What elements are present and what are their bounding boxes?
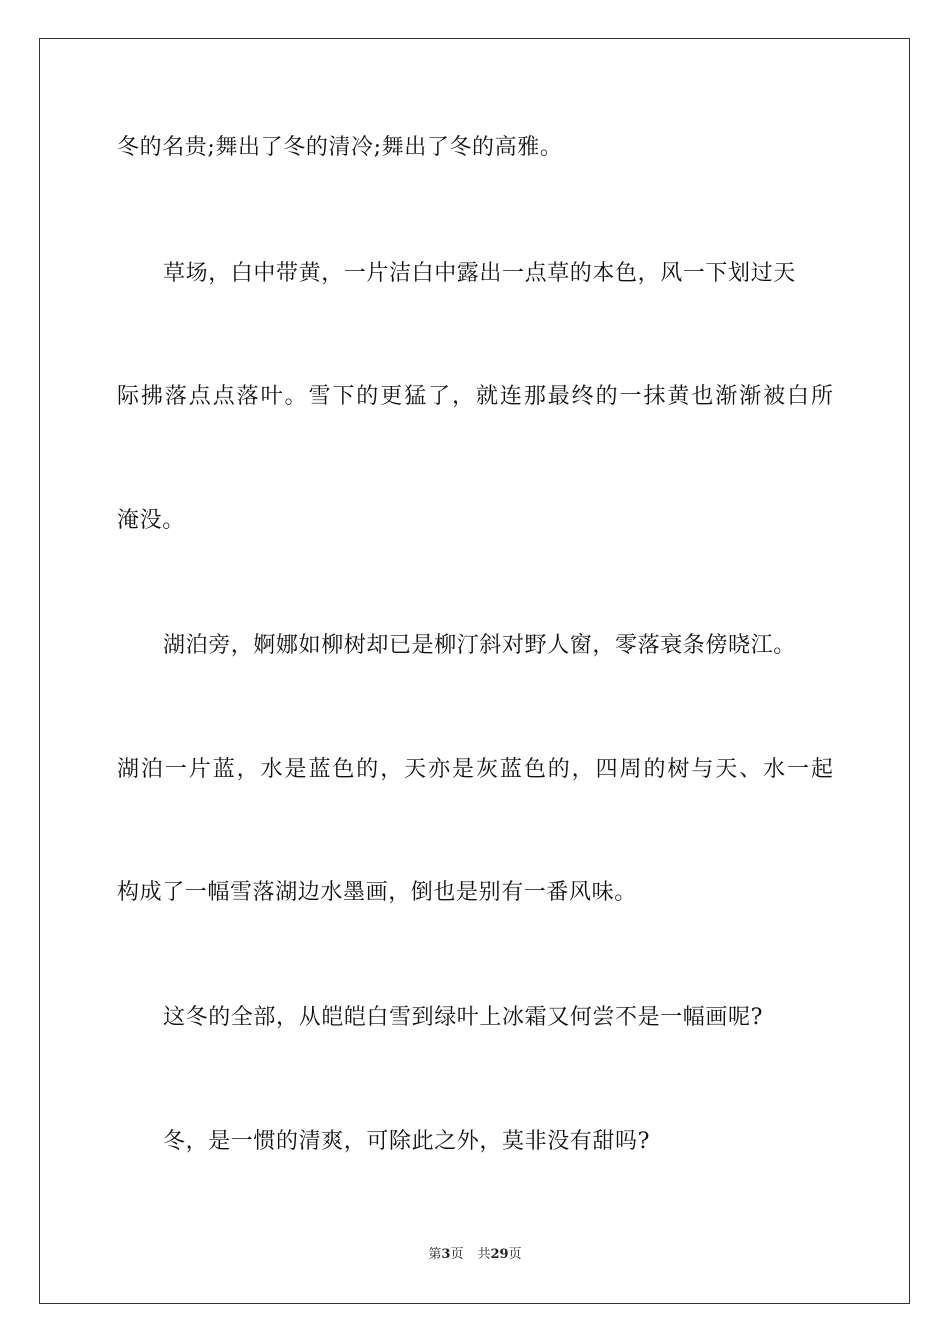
text-line-2: 草场，白中带黄，一片洁白中露出一点草的本色，风一下划过天 — [163, 261, 796, 286]
page-border — [39, 38, 910, 1304]
text-line-6: 湖泊一片蓝，水是蓝色的，天亦是灰蓝色的，四周的树与天、水一起 — [117, 757, 833, 782]
text-line-1: 冬的名贵;舞出了冬的清冷;舞出了冬的高雅。 — [117, 135, 563, 160]
page-number: 3 — [441, 1247, 451, 1262]
page-prefix: 第 — [428, 1247, 442, 1262]
page-footer — [0, 1246, 950, 1264]
text-line-3: 际拂落点点落叶。雪下的更猛了，就连那最终的一抹黄也渐渐被白所 — [117, 384, 833, 409]
text-line-9: 冬，是一惯的清爽，可除此之外，莫非没有甜吗? — [163, 1129, 650, 1154]
page-suffix: 页 — [450, 1247, 464, 1262]
total-suffix: 页 — [508, 1247, 522, 1262]
text-line-4: 淹没。 — [117, 508, 185, 533]
text-line-8: 这冬的全部，从皑皑白雪到绿叶上冰霜又何尝不是一幅画呢? — [163, 1005, 763, 1030]
total-prefix: 共 — [477, 1247, 491, 1262]
total-pages: 29 — [490, 1247, 509, 1262]
text-line-5: 湖泊旁，婀娜如柳树却已是柳汀斜对野人窗，零落衰条傍晓江。 — [163, 633, 796, 658]
text-line-7: 构成了一幅雪落湖边水墨画，倒也是别有一番风味。 — [117, 880, 637, 905]
